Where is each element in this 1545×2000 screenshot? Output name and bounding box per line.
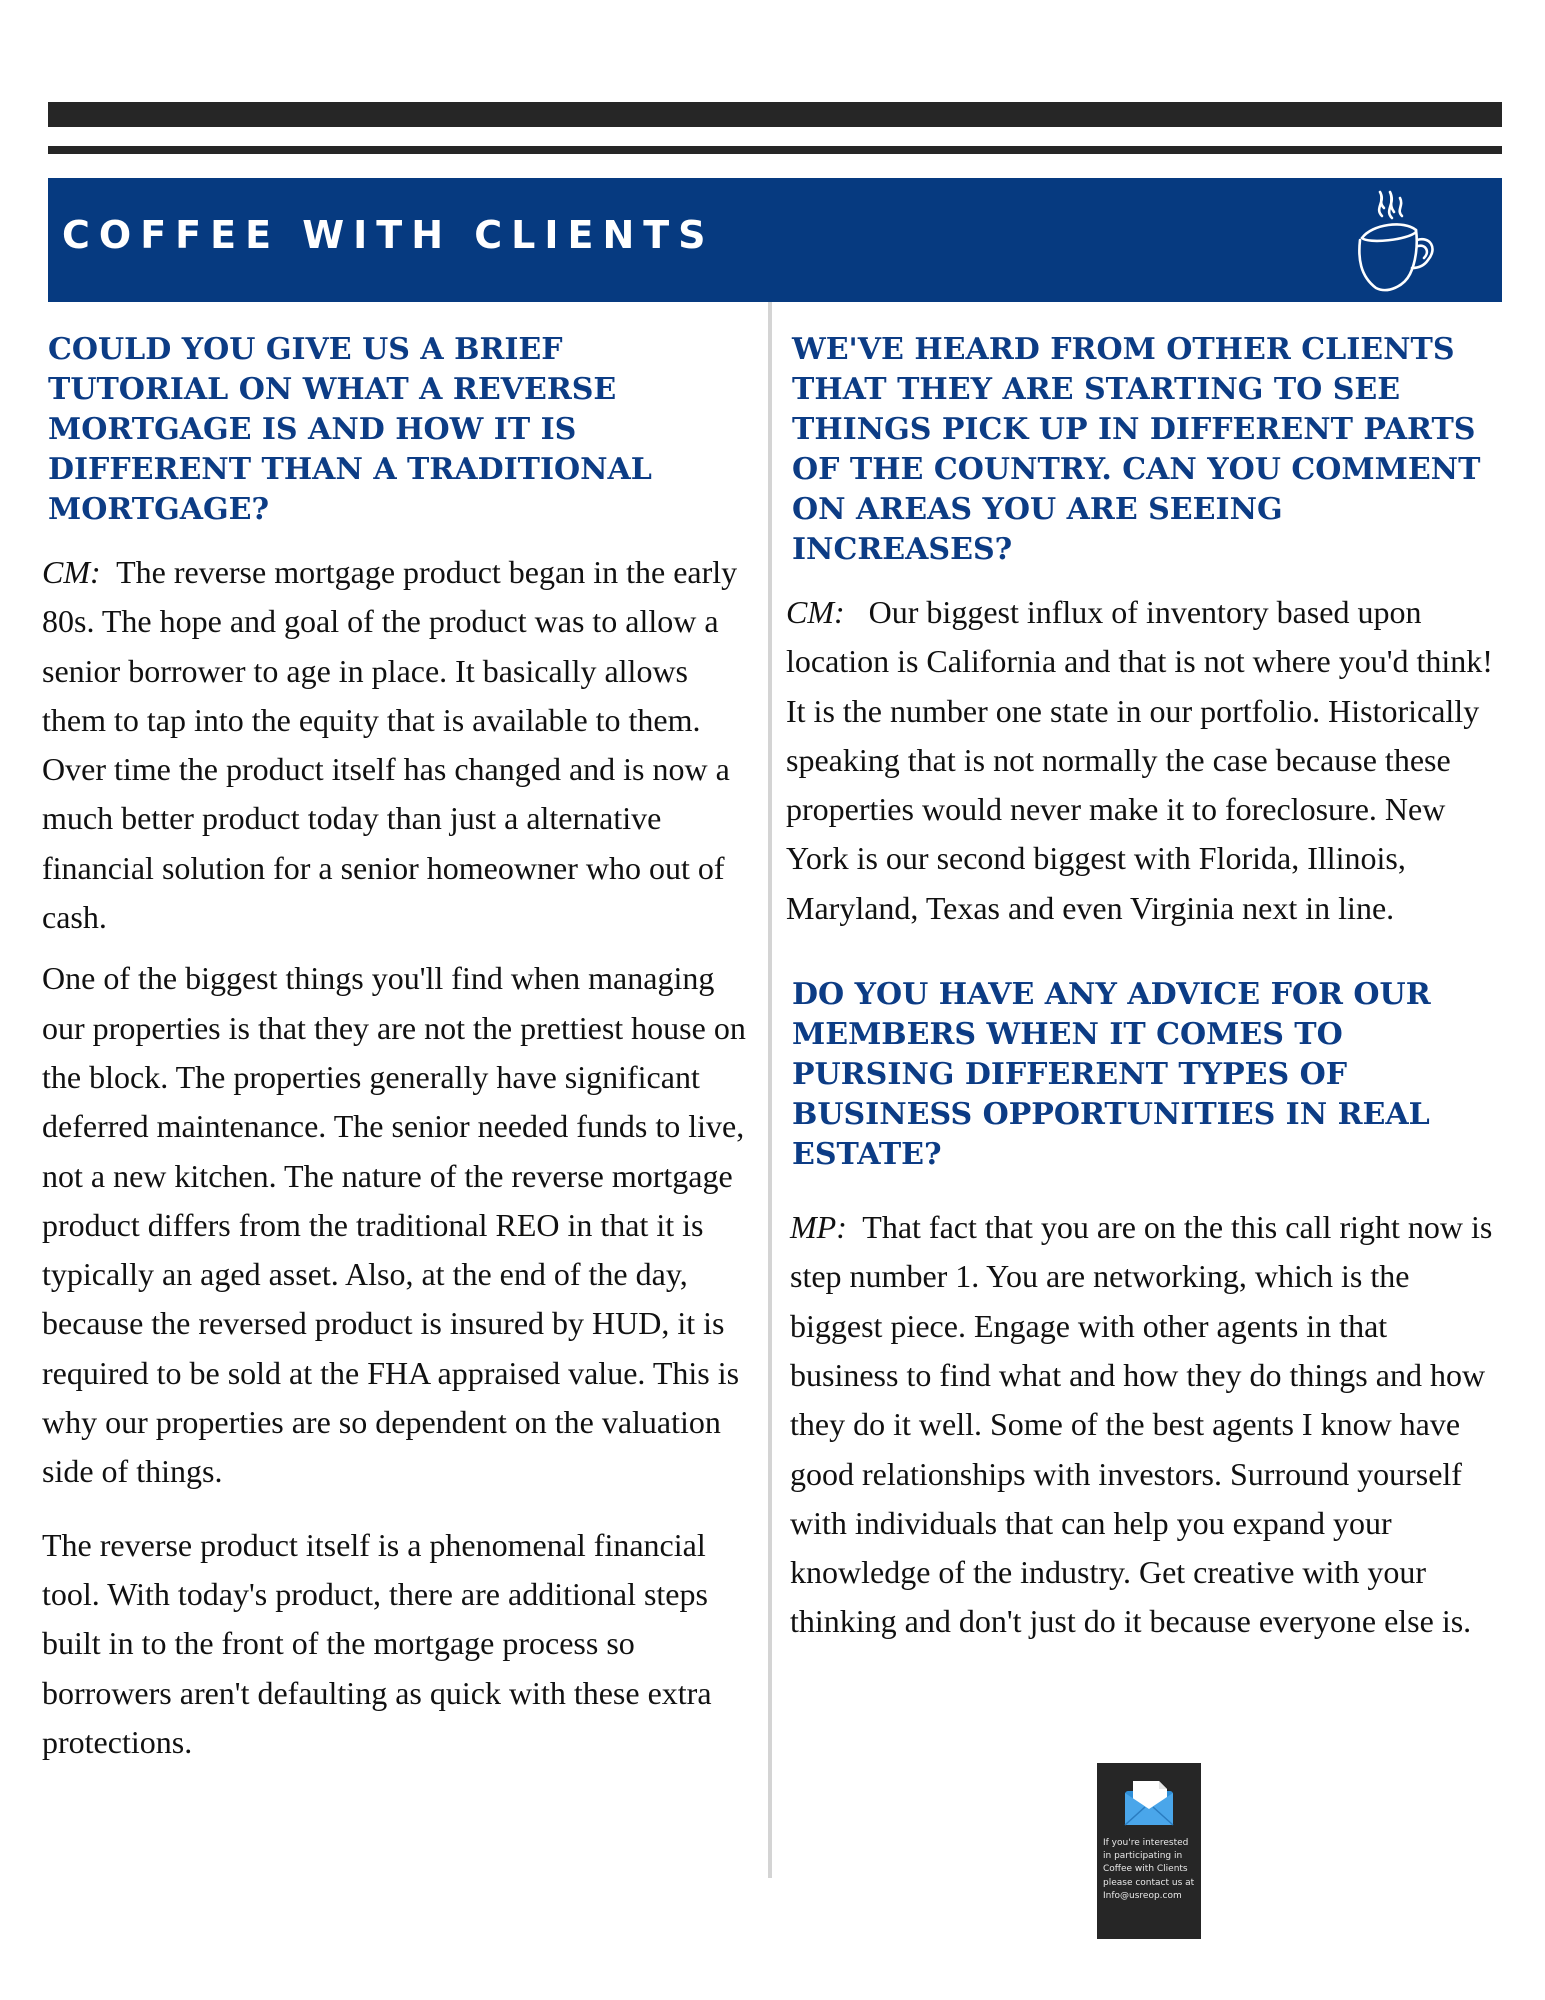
column-divider (768, 302, 772, 1878)
left-column (42, 330, 752, 1767)
title-banner (48, 178, 1502, 302)
question-heading: COULD YOU GIVE US A BRIEF TUTORIAL ON WHAT A REVERSE MORTGAGE IS AND HOW IT IS DIFFERENT THAN A TRADITIONAL MORTGAGE? (48, 332, 652, 527)
top-rule-thick (48, 102, 1502, 127)
envelope-icon (1123, 1777, 1175, 1829)
speaker-label: CM: (786, 594, 845, 630)
banner-title: COFFEE WITH CLIENTS (62, 213, 715, 257)
coffee-mug-icon (1338, 178, 1438, 302)
answer-paragraph (786, 588, 1498, 933)
answer-text: The reverse mortgage product began in the early 80s. The hope and goal of the product was to allow a senior borrower to age in place. It basically allows them to tap into the equity that is available to them. Over time the product itself has changed and is now a much better product today than just a alternative financial solution for a senior homeowner who out of cash. (42, 554, 738, 936)
body-paragraph: One of the biggest things you'll find when managing our properties is that they are not the prettiest house on the block. The properties generally have significant deferred maintenance. The senior needed funds to live, not a new kitchen. The nature of the reverse mortgage product differs from the traditional REO in that it is typically an aged asset. Also, at the end of the day, because the reversed product is insured by HUD, it is required to be sold at the FHA appraised value. This is why our properties are so dependent on the valuation side of things. (42, 960, 746, 1490)
contact-text: If you're interested in participating in Coffee with Clients please contact us at Info@usreop.com (1103, 1838, 1195, 1901)
answer-text: Our biggest influx of inventory based upon location is California and that is not where you'd think! It is the number one state in our portfolio. Historically speaking that is not normally the case because these properties would never make it to foreclosure. New York is our second biggest with Florida, Illinois, Maryland, Texas and even Virginia next in line. (786, 594, 1493, 926)
speaker-label: MP: (790, 1209, 847, 1246)
right-column (786, 330, 1498, 1647)
top-rule-thin (48, 146, 1502, 154)
body-paragraph: The reverse product itself is a phenomenal financial tool. With today's product, there are additional steps built in to the front of the mortgage process so borrowers aren't defaulting as quick with these extra protections. (42, 1526, 712, 1760)
answer-text: That fact that you are on the this call right now is step number 1. You are networking, which is the biggest piece. Engage with other agents in that business to find what and how they do things and how they do it well. Some of the best agents I know have good relationships with investors. Surround yourself with individuals that can help you expand your knowledge of the industry. Get creative with your thinking and don't just do it because everyone else is. (790, 1209, 1493, 1640)
contact-box (1097, 1763, 1201, 1939)
answer-paragraph (786, 1203, 1498, 1647)
question-heading: WE'VE HEARD FROM OTHER CLIENTS THAT THEY ARE STARTING TO SEE THINGS PICK UP IN DIFFERENT PARTS OF THE COUNTRY. CAN YOU COMMENT ON AREAS YOU ARE SEEING INCREASES? (792, 332, 1481, 567)
speaker-label: CM: (42, 554, 101, 590)
answer-paragraph (42, 548, 752, 942)
question-heading: DO YOU HAVE ANY ADVICE FOR OUR MEMBERS WHEN IT COMES TO PURSING DIFFERENT TYPES OF BUSINESS OPPORTUNITIES IN REAL ESTATE? (792, 977, 1431, 1173)
